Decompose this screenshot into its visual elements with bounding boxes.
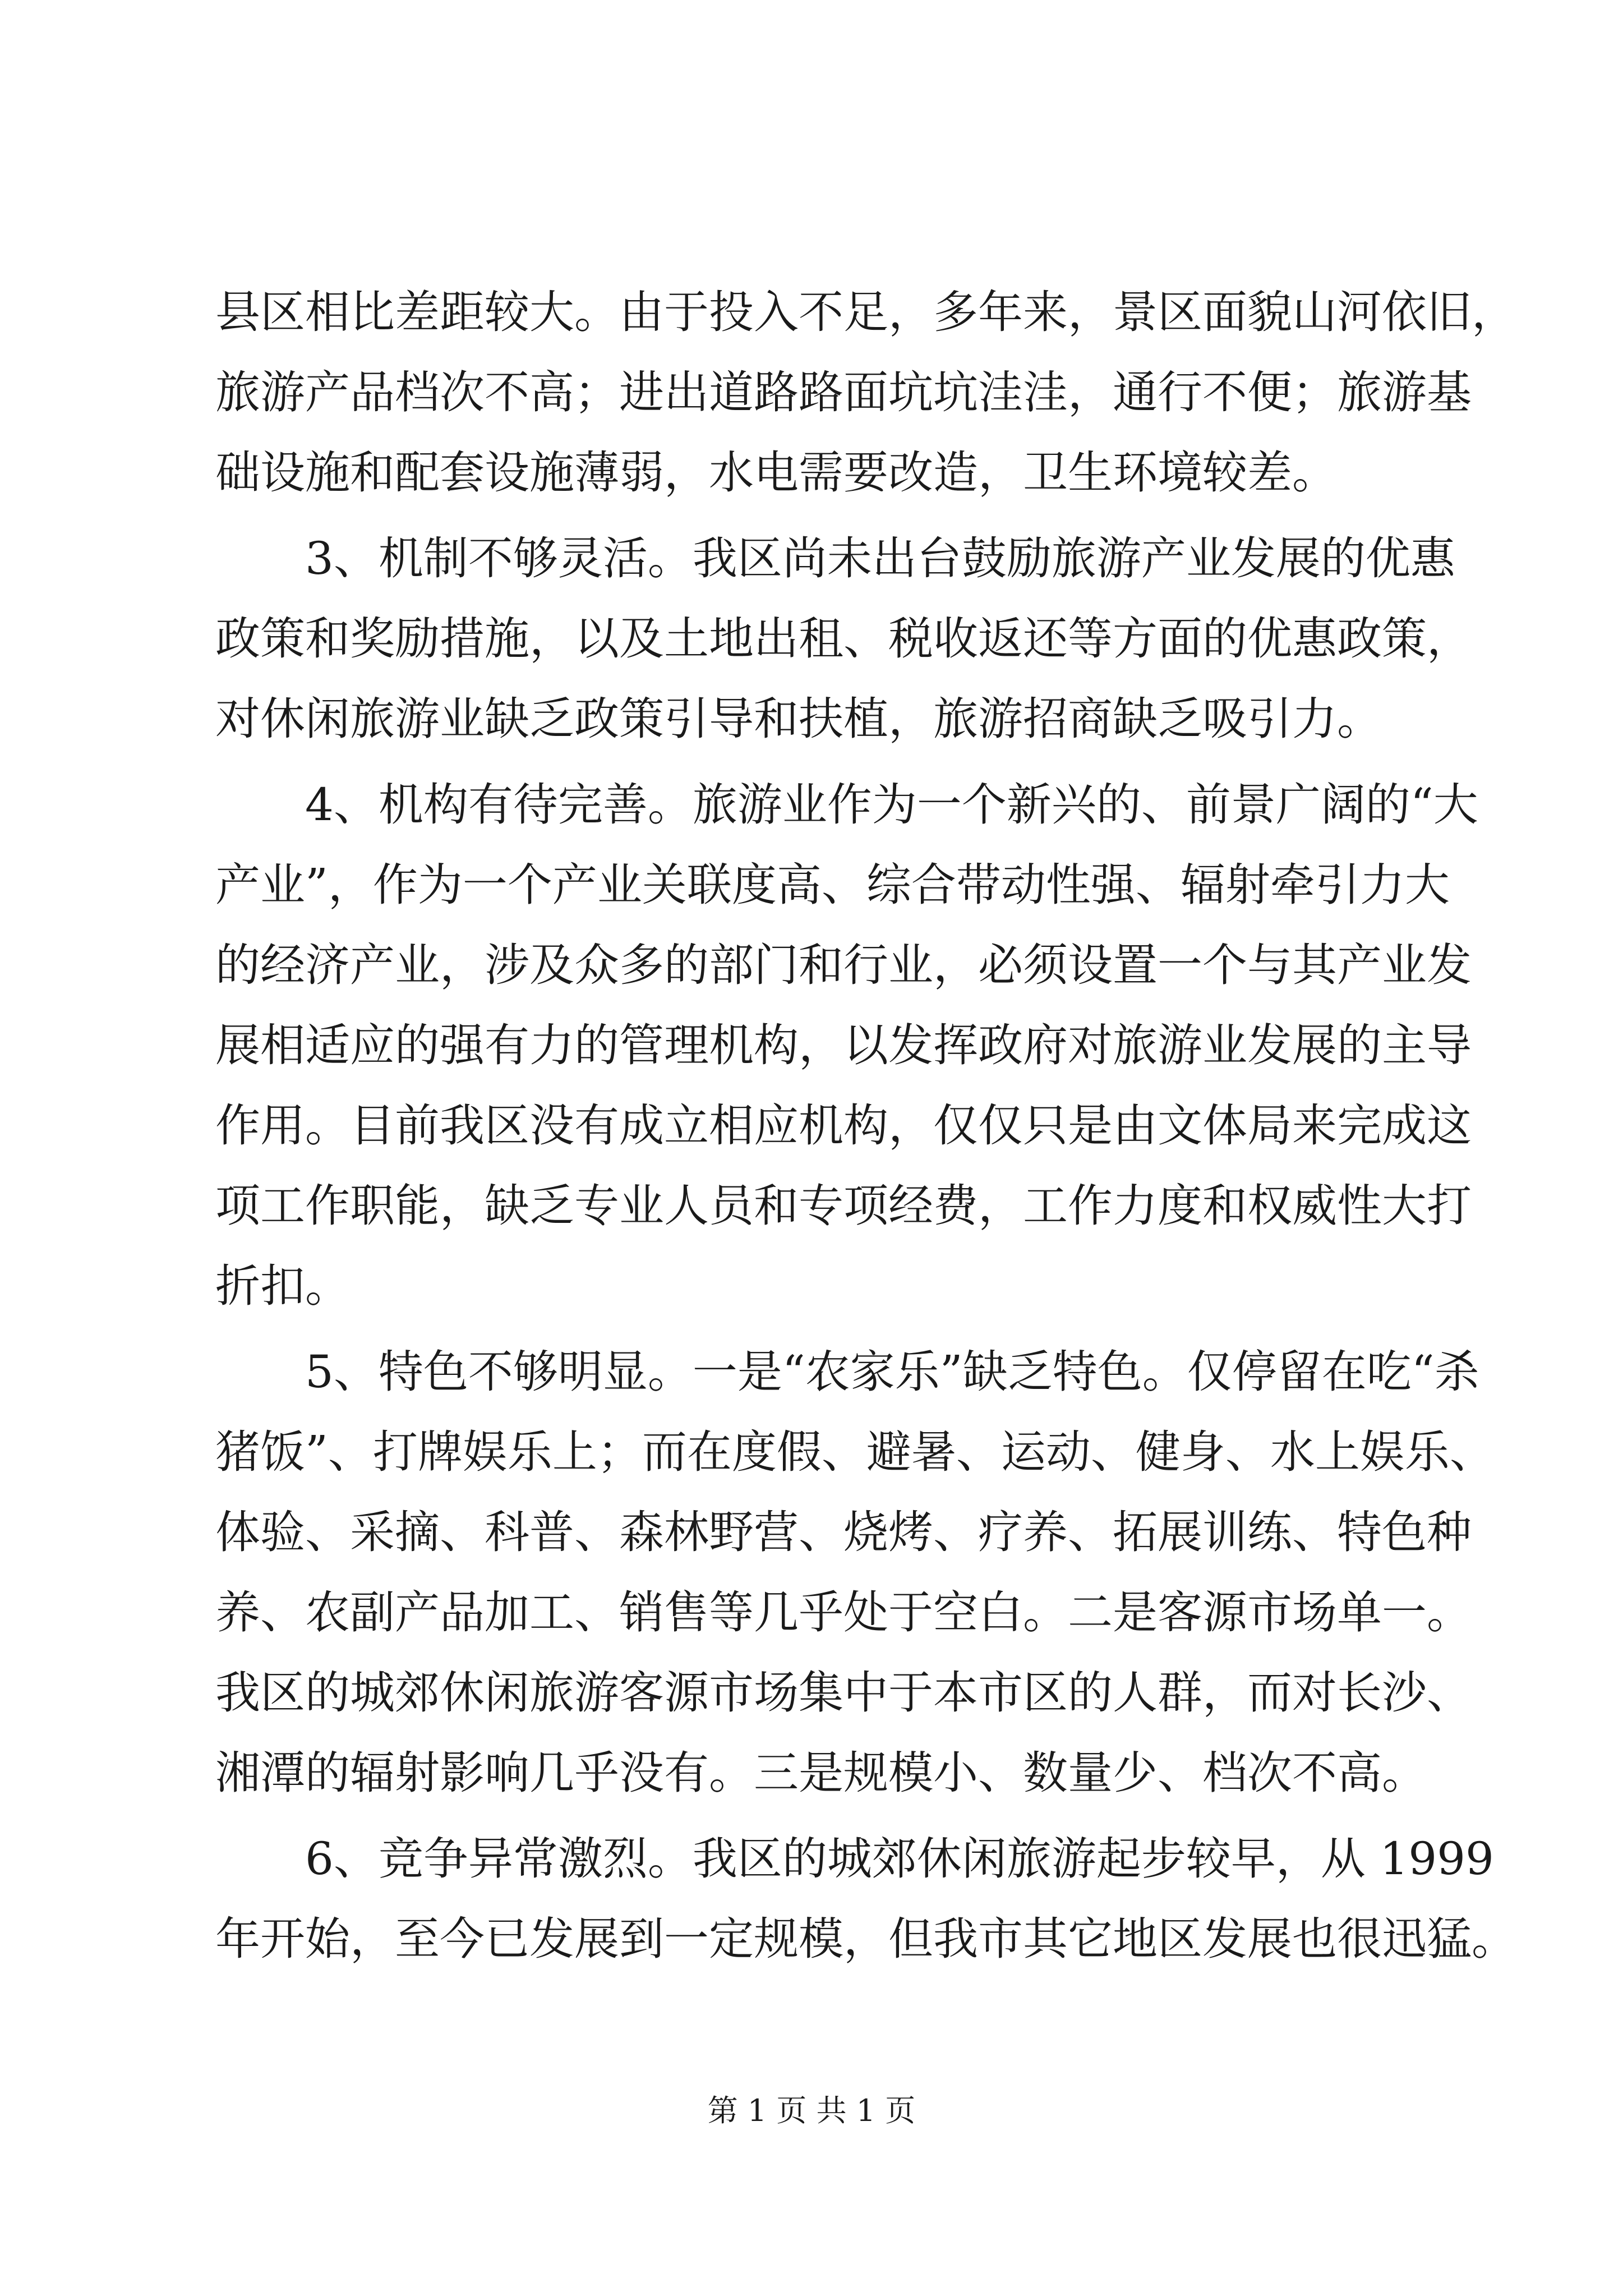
text-line: 作用。目前我区没有成立相应机构，仅仅只是由文体局来完成这 xyxy=(215,1099,1472,1152)
page-footer xyxy=(0,2087,1623,2130)
text-line: 政策和奖励措施，以及土地出租、税收返还等方面的优惠政策， xyxy=(215,613,1472,665)
paragraph xyxy=(215,518,1472,759)
paragraph xyxy=(215,765,1478,1326)
text-line: 我区的城郊休闲旅游客源市场集中于本市区的人群，而对长沙、 xyxy=(215,1667,1472,1719)
text-line: 6、竞争异常激烈。我区的城郊休闲旅游起步较早，从 1999 xyxy=(215,1833,1494,1885)
text-line: 湘潭的辐射影响几乎没有。三是规模小、数量少、档次不高。 xyxy=(215,1747,1427,1799)
text-line: 养、农副产品加工、销售等几乎处于空白。二是客源市场单一。 xyxy=(215,1586,1472,1639)
text-line: 折扣。 xyxy=(215,1260,350,1312)
text-line: 5、特色不够明显。一是“农家乐”缺乏特色。仅停留在吃“杀 xyxy=(215,1346,1479,1398)
text-line: 县区相比差距较大。由于投入不足，多年来，景区面貌山河依旧， xyxy=(215,286,1516,338)
text-line: 年开始，至今已发展到一定规模，但我市其它地区发展也很迅猛。 xyxy=(215,1913,1516,1965)
body-text xyxy=(215,272,1516,1979)
text-line: 的经济产业，涉及众多的部门和行业，必须设置一个与其产业发 xyxy=(215,939,1472,991)
text-line: 展相适应的强有力的管理机构，以发挥政府对旅游业发展的主导 xyxy=(215,1019,1472,1071)
text-line: 旅游产品档次不高；进出道路路面坑坑洼洼，通行不便；旅游基 xyxy=(215,366,1472,418)
text-line: 4、机构有待完善。旅游业作为一个新兴的、前景广阔的“大 xyxy=(215,779,1478,831)
text-line: 3、机制不够灵活。我区尚未出台鼓励旅游产业发展的优惠 xyxy=(215,532,1455,585)
paragraph xyxy=(215,1332,1495,1813)
text-line: 对休闲旅游业缺乏政策引导和扶植，旅游招商缺乏吸引力。 xyxy=(215,693,1382,745)
paragraph xyxy=(215,1819,1516,1979)
text-line: 产业”，作为一个产业关联度高、综合带动性强、辐射牵引力大 xyxy=(215,859,1450,911)
text-line: 猪饭”、打牌娱乐上；而在度假、避暑、运动、健身、水上娱乐、 xyxy=(215,1426,1495,1478)
page-number-label: 第 1 页 共 1 页 xyxy=(707,2093,916,2128)
paragraph xyxy=(215,272,1516,513)
text-line: 体验、采摘、科普、森林野营、烧烤、疗养、拓展训练、特色种 xyxy=(215,1506,1472,1558)
text-line: 础设施和配套设施薄弱，水电需要改造，卫生环境较差。 xyxy=(215,447,1337,499)
text-line: 项工作职能，缺乏专业人员和专项经费，工作力度和权威性大打 xyxy=(215,1180,1472,1232)
